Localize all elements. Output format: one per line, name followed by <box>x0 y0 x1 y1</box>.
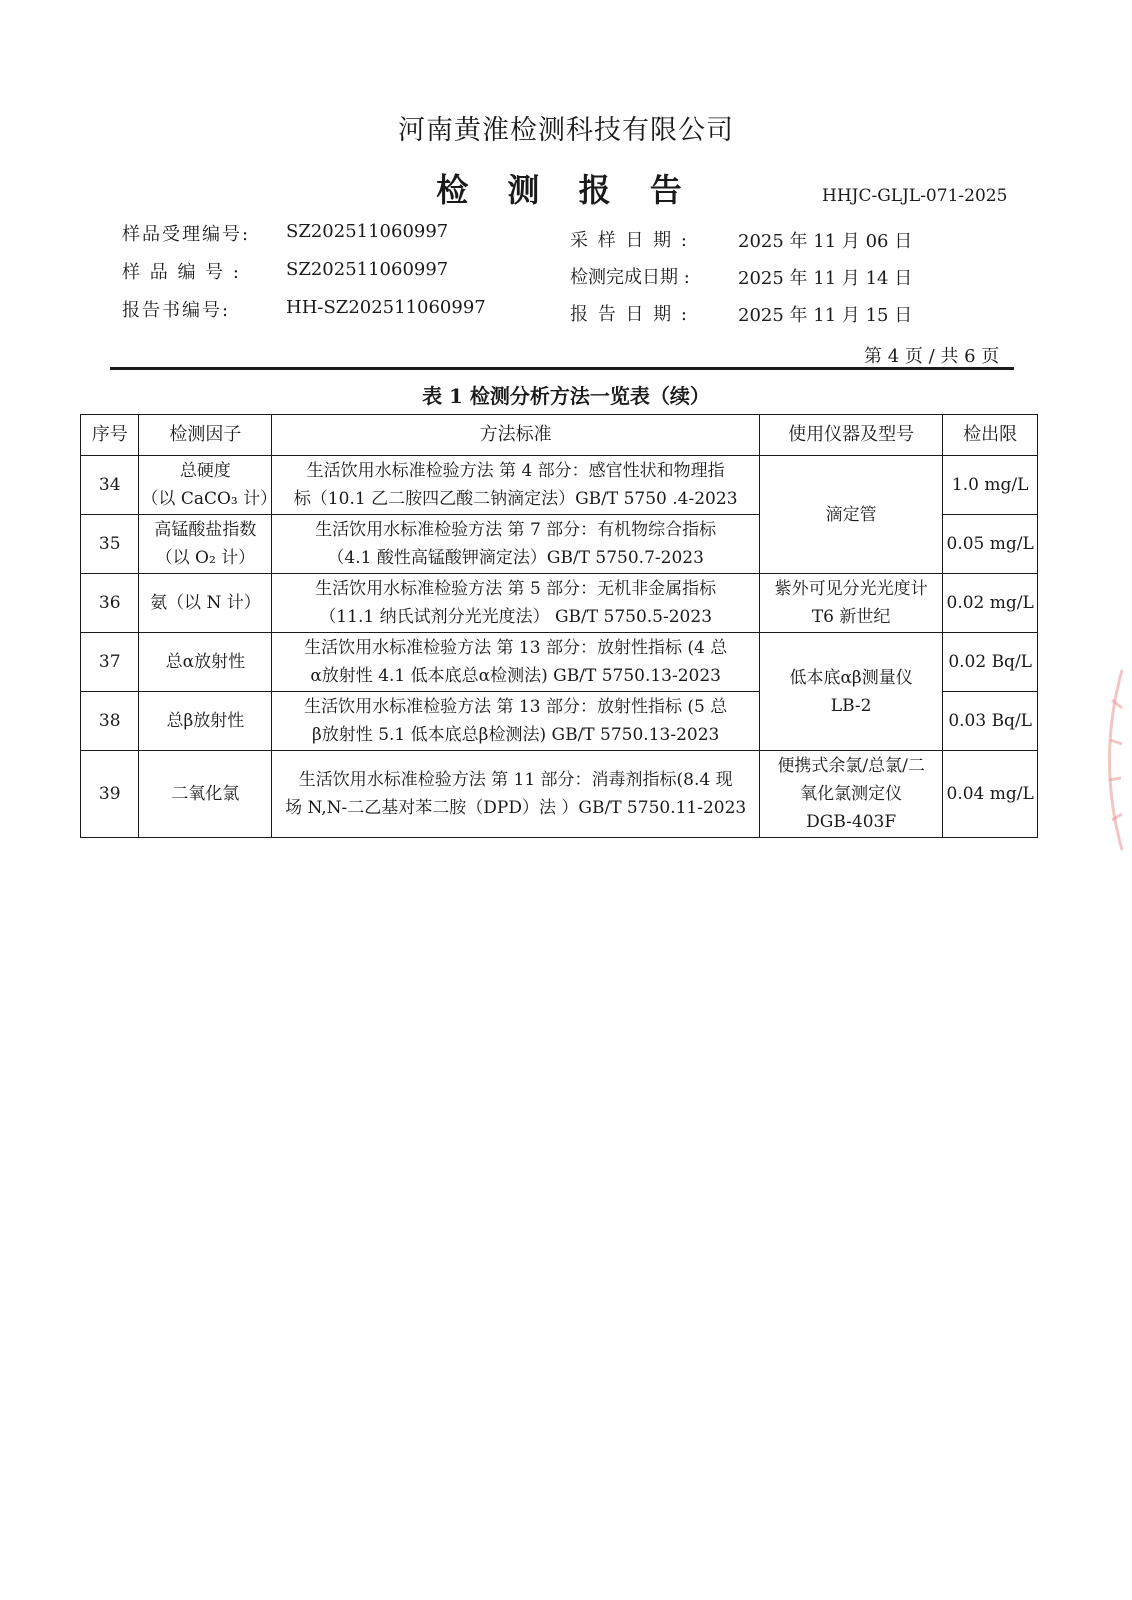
row-method <box>272 456 760 515</box>
row-factor: 二氧化氯 <box>139 751 272 838</box>
row-method <box>272 692 760 751</box>
sample-accept-no-label: 样品受理编号: <box>122 224 251 245</box>
method-line: 生活饮用水标准检验方法 第 5 部分：无机非金属指标 <box>315 579 717 599</box>
document-code: HHJC-GLJL-071-2025 <box>822 186 1008 206</box>
method-line: 标（10.1 乙二胺四乙酸二钠滴定法）GB/T 5750 .4-2023 <box>293 489 738 509</box>
row-instrument <box>759 633 942 751</box>
instrument-line: DGB-403F <box>806 812 897 832</box>
row-limit: 0.02 Bq/L <box>943 633 1038 692</box>
row-limit: 0.05 mg/L <box>943 515 1038 574</box>
row-no: 38 <box>81 692 139 751</box>
method-line: （11.1 纳氏试剂分光光度法） GB/T 5750.5-2023 <box>319 607 713 627</box>
seal-stamp <box>1090 660 1132 860</box>
row-method <box>272 574 760 633</box>
methods-table <box>80 414 1038 838</box>
row-limit: 0.03 Bq/L <box>943 692 1038 751</box>
sampling-date: 2025 年 11 月 06 日 <box>738 231 913 252</box>
table-row <box>81 574 1038 633</box>
report-date: 2025 年 11 月 15 日 <box>738 305 913 326</box>
table-header-row <box>81 415 1038 456</box>
sample-accept-no: SZ202511060997 <box>286 221 449 242</box>
row-method <box>272 515 760 574</box>
report-date-label: 报 告 日 期 : <box>570 304 689 325</box>
table-row <box>81 456 1038 515</box>
table-title: 表 1 检测分析方法一览表（续） <box>422 384 710 408</box>
sample-no: SZ202511060997 <box>286 259 449 280</box>
header-no: 序号 <box>81 415 139 456</box>
row-instrument <box>759 751 942 838</box>
method-line: 生活饮用水标准检验方法 第 13 部分：放射性指标 (5 总 <box>304 697 728 717</box>
factor-line: （以 CaCO₃ 计） <box>141 489 278 509</box>
instrument-line: LB-2 <box>830 695 872 716</box>
sample-no-label: 样 品 编 号 : <box>122 262 241 283</box>
header-divider <box>110 367 1014 370</box>
row-instrument: 滴定管 <box>759 456 942 574</box>
row-no: 39 <box>81 751 139 838</box>
row-limit: 0.04 mg/L <box>943 751 1038 838</box>
completion-date: 2025 年 11 月 14 日 <box>738 268 913 289</box>
row-factor: 总α放射性 <box>139 633 272 692</box>
row-method <box>272 633 760 692</box>
factor-line: 高锰酸盐指数 <box>154 520 257 540</box>
instrument-line: 便携式余氯/总氯/二 <box>777 756 925 776</box>
method-line: α放射性 4.1 低本底总α检测法) GB/T 5750.13-2023 <box>310 666 722 686</box>
page-info: 第 4 页 / 共 6 页 <box>864 346 1000 367</box>
row-factor: 氨（以 N 计） <box>139 574 272 633</box>
row-no: 36 <box>81 574 139 633</box>
row-factor <box>139 515 272 574</box>
instrument-line: 低本底αβ测量仪 <box>789 667 913 688</box>
factor-line: （以 O₂ 计） <box>155 548 256 568</box>
method-line: 生活饮用水标准检验方法 第 11 部分：消毒剂指标(8.4 现 <box>298 770 733 790</box>
method-line: 生活饮用水标准检验方法 第 13 部分：放射性指标 (4 总 <box>304 638 728 658</box>
factor-line: 总硬度 <box>179 461 231 481</box>
row-factor: 总β放射性 <box>139 692 272 751</box>
instrument-line: 氧化氯测定仪 <box>800 784 903 804</box>
header-method: 方法标准 <box>272 415 760 456</box>
report-no-label: 报告书编号: <box>122 300 231 321</box>
completion-date-label: 检测完成日期 : <box>570 267 690 288</box>
method-line: β放射性 5.1 低本底总β检测法) GB/T 5750.13-2023 <box>311 725 720 745</box>
method-line: 场 N,N-二乙基对苯二胺（DPD）法 ）GB/T 5750.11-2023 <box>285 798 747 818</box>
sampling-date-label: 采 样 日 期 : <box>570 230 689 251</box>
report-no: HH-SZ202511060997 <box>286 297 486 318</box>
method-line: 生活饮用水标准检验方法 第 7 部分：有机物综合指标 <box>315 520 717 540</box>
seal-stamp-icon <box>1092 660 1132 860</box>
row-factor <box>139 456 278 515</box>
table-row <box>81 751 1038 838</box>
table-row <box>81 633 1038 692</box>
row-method <box>272 751 760 838</box>
method-line: 生活饮用水标准检验方法 第 4 部分：感官性状和物理指 <box>306 461 725 481</box>
header-instrument: 使用仪器及型号 <box>759 415 942 456</box>
instrument-line: 紫外可见分光光度计 <box>774 579 928 599</box>
row-instrument <box>759 574 942 633</box>
row-limit: 1.0 mg/L <box>943 456 1038 515</box>
row-limit: 0.02 mg/L <box>943 574 1038 633</box>
header-limit: 检出限 <box>943 415 1038 456</box>
method-line: （4.1 酸性高锰酸钾滴定法）GB/T 5750.7-2023 <box>327 548 704 568</box>
row-no: 35 <box>81 515 139 574</box>
header-factor: 检测因子 <box>139 415 272 456</box>
row-no: 34 <box>81 456 139 515</box>
report-title: 检 测 报 告 <box>436 171 696 209</box>
company-name: 河南黄淮检测科技有限公司 <box>398 115 734 146</box>
instrument-line: T6 新世纪 <box>811 607 891 627</box>
row-no: 37 <box>81 633 139 692</box>
